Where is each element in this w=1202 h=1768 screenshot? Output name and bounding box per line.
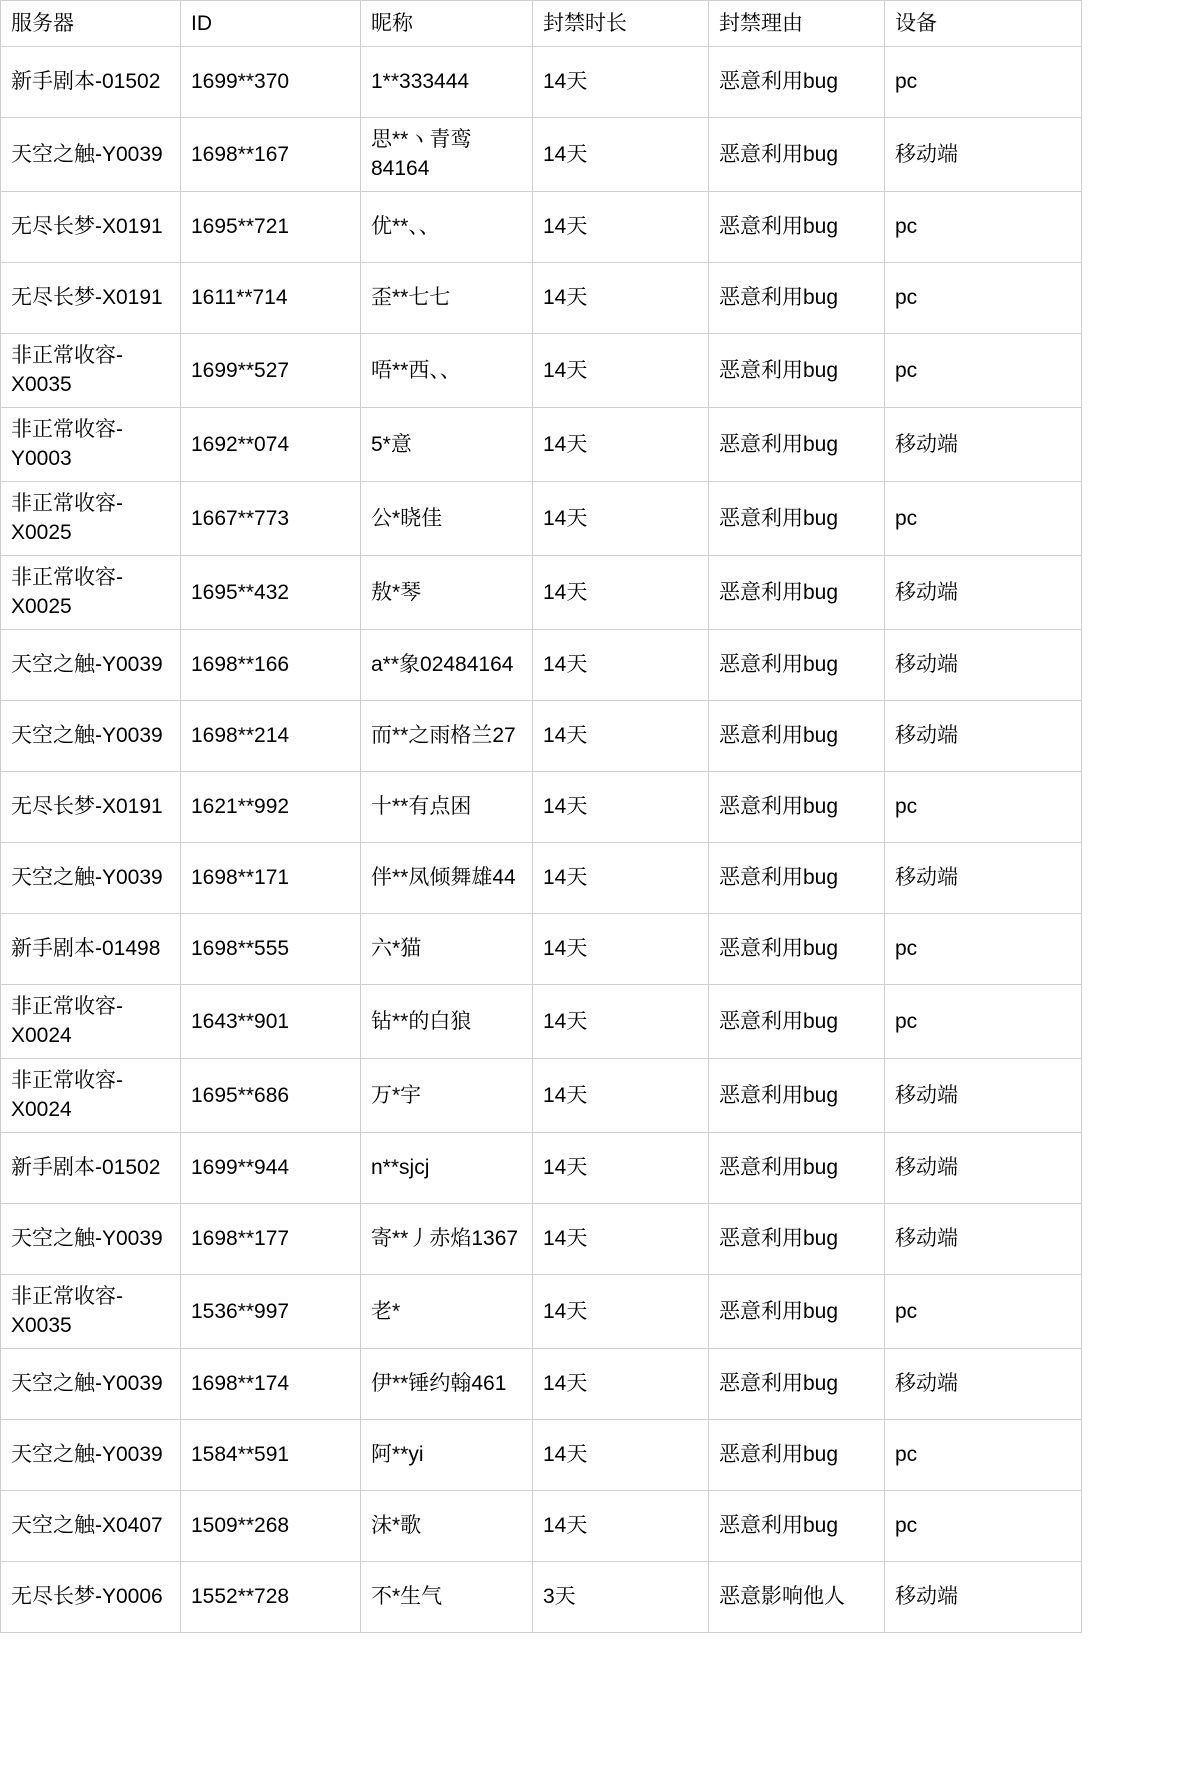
cell-ban-reason: 恶意利用bug — [709, 482, 885, 556]
cell-server: 非正常收容-X0025 — [1, 556, 181, 630]
table-header-row — [1, 1, 1082, 47]
cell-device: pc — [885, 334, 1082, 408]
cell-id: 1695**686 — [181, 1059, 361, 1133]
cell-server: 非正常收容-X0035 — [1, 334, 181, 408]
cell-ban-reason: 恶意利用bug — [709, 1275, 885, 1349]
cell-ban-reason: 恶意利用bug — [709, 1349, 885, 1420]
cell-ban-reason: 恶意利用bug — [709, 556, 885, 630]
cell-ban-duration: 14天 — [533, 482, 709, 556]
cell-nickname: 伊**锤约翰461 — [361, 1349, 533, 1420]
table-row — [1, 1059, 1082, 1133]
cell-server: 无尽长梦-X0191 — [1, 263, 181, 334]
cell-server: 天空之触-Y0039 — [1, 701, 181, 772]
cell-ban-duration: 14天 — [533, 1059, 709, 1133]
cell-id: 1611**714 — [181, 263, 361, 334]
cell-server: 天空之触-X0407 — [1, 1491, 181, 1562]
column-header-device: 设备 — [885, 1, 1082, 47]
column-header-nickname: 昵称 — [361, 1, 533, 47]
cell-ban-reason: 恶意利用bug — [709, 843, 885, 914]
cell-nickname: 5*意 — [361, 408, 533, 482]
cell-ban-duration: 14天 — [533, 556, 709, 630]
table-row — [1, 630, 1082, 701]
cell-ban-duration: 14天 — [533, 1204, 709, 1275]
cell-nickname: 敖*琴 — [361, 556, 533, 630]
cell-ban-duration: 14天 — [533, 630, 709, 701]
cell-ban-reason: 恶意影响他人 — [709, 1562, 885, 1633]
table-row — [1, 47, 1082, 118]
cell-device: pc — [885, 914, 1082, 985]
cell-ban-reason: 恶意利用bug — [709, 263, 885, 334]
cell-ban-reason: 恶意利用bug — [709, 630, 885, 701]
cell-id: 1695**432 — [181, 556, 361, 630]
cell-ban-reason: 恶意利用bug — [709, 914, 885, 985]
cell-ban-duration: 14天 — [533, 334, 709, 408]
cell-device: 移动端 — [885, 1204, 1082, 1275]
table-row — [1, 1275, 1082, 1349]
cell-id: 1698**171 — [181, 843, 361, 914]
cell-id: 1698**214 — [181, 701, 361, 772]
cell-device: pc — [885, 985, 1082, 1059]
cell-id: 1698**174 — [181, 1349, 361, 1420]
cell-server: 天空之触-Y0039 — [1, 118, 181, 192]
cell-ban-reason: 恶意利用bug — [709, 701, 885, 772]
cell-ban-reason: 恶意利用bug — [709, 1204, 885, 1275]
cell-server: 新手剧本-01498 — [1, 914, 181, 985]
column-header-ban-reason: 封禁理由 — [709, 1, 885, 47]
cell-server: 非正常收容-Y0003 — [1, 408, 181, 482]
cell-server: 非正常收容-X0024 — [1, 1059, 181, 1133]
cell-ban-duration: 14天 — [533, 701, 709, 772]
cell-nickname: 阿**yi — [361, 1420, 533, 1491]
table-row — [1, 843, 1082, 914]
cell-ban-duration: 14天 — [533, 1275, 709, 1349]
cell-nickname: 伴**凤倾舞雄44 — [361, 843, 533, 914]
cell-server: 新手剧本-01502 — [1, 47, 181, 118]
cell-id: 1552**728 — [181, 1562, 361, 1633]
cell-ban-reason: 恶意利用bug — [709, 1420, 885, 1491]
cell-server: 非正常收容-X0025 — [1, 482, 181, 556]
cell-id: 1695**721 — [181, 192, 361, 263]
table-row — [1, 1204, 1082, 1275]
cell-server: 天空之触-Y0039 — [1, 1204, 181, 1275]
cell-server: 无尽长梦-Y0006 — [1, 1562, 181, 1633]
cell-ban-reason: 恶意利用bug — [709, 985, 885, 1059]
table-row — [1, 1420, 1082, 1491]
cell-device: 移动端 — [885, 118, 1082, 192]
cell-ban-duration: 14天 — [533, 118, 709, 192]
cell-ban-duration: 14天 — [533, 914, 709, 985]
cell-nickname: 万*宇 — [361, 1059, 533, 1133]
table-row — [1, 1349, 1082, 1420]
cell-nickname: 公*晓佳 — [361, 482, 533, 556]
cell-id: 1698**177 — [181, 1204, 361, 1275]
cell-ban-duration: 14天 — [533, 1133, 709, 1204]
cell-id: 1699**527 — [181, 334, 361, 408]
cell-ban-reason: 恶意利用bug — [709, 118, 885, 192]
cell-server: 天空之触-Y0039 — [1, 630, 181, 701]
cell-server: 天空之触-Y0039 — [1, 1420, 181, 1491]
cell-ban-duration: 14天 — [533, 772, 709, 843]
cell-nickname: 六*猫 — [361, 914, 533, 985]
cell-device: 移动端 — [885, 408, 1082, 482]
cell-ban-reason: 恶意利用bug — [709, 772, 885, 843]
table-body — [1, 47, 1082, 1633]
cell-nickname: 钻**的白狼 — [361, 985, 533, 1059]
table-row — [1, 482, 1082, 556]
table-row — [1, 1562, 1082, 1633]
cell-ban-reason: 恶意利用bug — [709, 192, 885, 263]
table-row — [1, 914, 1082, 985]
cell-server: 无尽长梦-X0191 — [1, 192, 181, 263]
table-row — [1, 772, 1082, 843]
cell-ban-reason: 恶意利用bug — [709, 1133, 885, 1204]
cell-ban-reason: 恶意利用bug — [709, 1491, 885, 1562]
table-row — [1, 1133, 1082, 1204]
cell-ban-duration: 14天 — [533, 408, 709, 482]
table-row — [1, 1491, 1082, 1562]
cell-ban-reason: 恶意利用bug — [709, 334, 885, 408]
cell-device: pc — [885, 263, 1082, 334]
table-row — [1, 408, 1082, 482]
table-row — [1, 556, 1082, 630]
cell-ban-reason: 恶意利用bug — [709, 1059, 885, 1133]
cell-device: 移动端 — [885, 1562, 1082, 1633]
cell-nickname: 不*生气 — [361, 1562, 533, 1633]
cell-nickname: n**sjcj — [361, 1133, 533, 1204]
cell-ban-duration: 14天 — [533, 1420, 709, 1491]
cell-ban-duration: 14天 — [533, 985, 709, 1059]
cell-id: 1698**555 — [181, 914, 361, 985]
cell-server: 天空之触-Y0039 — [1, 1349, 181, 1420]
cell-device: pc — [885, 772, 1082, 843]
cell-id: 1698**166 — [181, 630, 361, 701]
cell-nickname: 而**之雨格兰27 — [361, 701, 533, 772]
cell-server: 新手剧本-01502 — [1, 1133, 181, 1204]
cell-server: 非正常收容-X0035 — [1, 1275, 181, 1349]
cell-nickname: 1**333444 — [361, 47, 533, 118]
cell-device: pc — [885, 1420, 1082, 1491]
cell-device: 移动端 — [885, 1349, 1082, 1420]
cell-device: 移动端 — [885, 556, 1082, 630]
table-row — [1, 192, 1082, 263]
cell-ban-duration: 14天 — [533, 47, 709, 118]
cell-id: 1699**370 — [181, 47, 361, 118]
cell-device: 移动端 — [885, 1133, 1082, 1204]
cell-id: 1621**992 — [181, 772, 361, 843]
cell-device: pc — [885, 47, 1082, 118]
cell-id: 1692**074 — [181, 408, 361, 482]
column-header-server: 服务器 — [1, 1, 181, 47]
cell-nickname: 老* — [361, 1275, 533, 1349]
cell-nickname: 唔**西、、 — [361, 334, 533, 408]
table-row — [1, 118, 1082, 192]
cell-ban-duration: 14天 — [533, 192, 709, 263]
table-row — [1, 263, 1082, 334]
cell-server: 非正常收容-X0024 — [1, 985, 181, 1059]
cell-id: 1667**773 — [181, 482, 361, 556]
cell-id: 1699**944 — [181, 1133, 361, 1204]
cell-device: pc — [885, 192, 1082, 263]
column-header-id: ID — [181, 1, 361, 47]
cell-ban-reason: 恶意利用bug — [709, 408, 885, 482]
cell-nickname: 寄**丿赤焰1367 — [361, 1204, 533, 1275]
table-row — [1, 985, 1082, 1059]
cell-ban-duration: 14天 — [533, 1491, 709, 1562]
cell-device: pc — [885, 482, 1082, 556]
cell-nickname: 歪**七七 — [361, 263, 533, 334]
cell-ban-duration: 14天 — [533, 263, 709, 334]
cell-device: 移动端 — [885, 1059, 1082, 1133]
cell-id: 1584**591 — [181, 1420, 361, 1491]
cell-nickname: 十**有点困 — [361, 772, 533, 843]
cell-nickname: 优**、、 — [361, 192, 533, 263]
cell-ban-duration: 3天 — [533, 1562, 709, 1633]
cell-device: pc — [885, 1275, 1082, 1349]
cell-nickname: a**象02484164 — [361, 630, 533, 701]
cell-nickname: 思**ヽ青鸾84164 — [361, 118, 533, 192]
table-row — [1, 334, 1082, 408]
cell-id: 1536**997 — [181, 1275, 361, 1349]
cell-ban-duration: 14天 — [533, 843, 709, 914]
cell-device: 移动端 — [885, 630, 1082, 701]
table-header — [1, 1, 1082, 47]
cell-server: 无尽长梦-X0191 — [1, 772, 181, 843]
cell-ban-duration: 14天 — [533, 1349, 709, 1420]
cell-id: 1643**901 — [181, 985, 361, 1059]
cell-ban-reason: 恶意利用bug — [709, 47, 885, 118]
table-row — [1, 701, 1082, 772]
cell-id: 1698**167 — [181, 118, 361, 192]
cell-id: 1509**268 — [181, 1491, 361, 1562]
cell-device: pc — [885, 1491, 1082, 1562]
cell-device: 移动端 — [885, 843, 1082, 914]
column-header-ban-duration: 封禁时长 — [533, 1, 709, 47]
cell-device: 移动端 — [885, 701, 1082, 772]
cell-server: 天空之触-Y0039 — [1, 843, 181, 914]
cell-nickname: 沫*歌 — [361, 1491, 533, 1562]
